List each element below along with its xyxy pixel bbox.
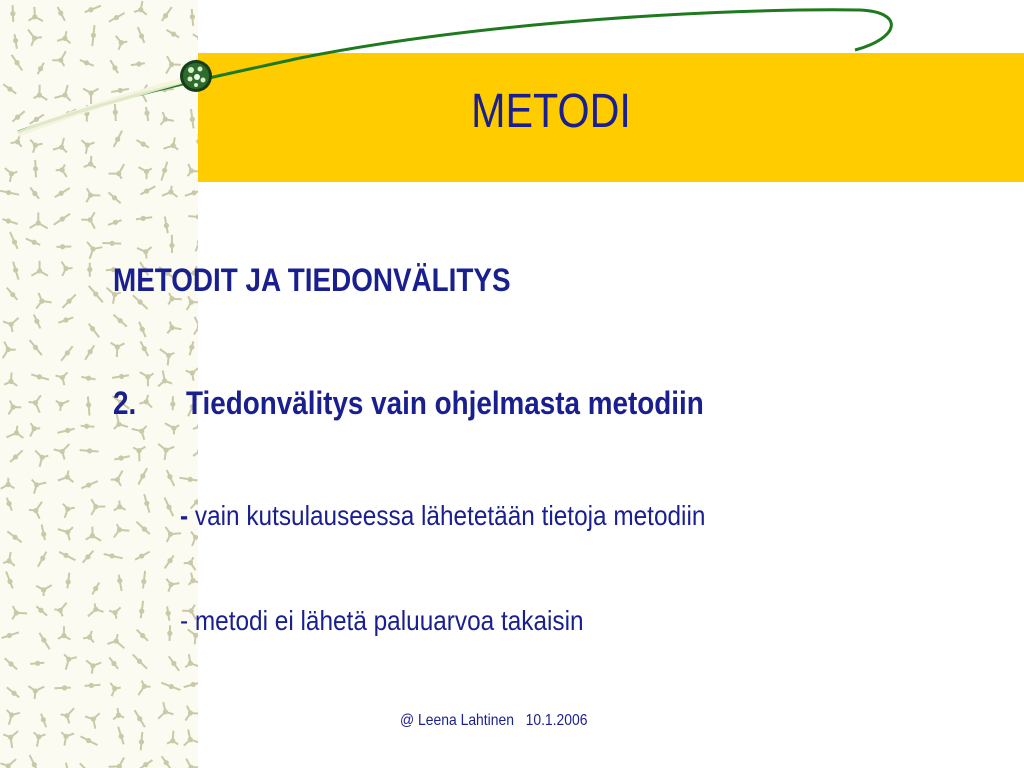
subpoint-1: [180, 500, 705, 532]
subpoint-1-dash: -: [180, 500, 189, 531]
subpoint-1-text: vain kutsulauseessa lähetetään tietoja metodiin: [188, 500, 706, 531]
subpoint-2: [180, 605, 584, 637]
subpoint-2-text: metodi ei lähetä paluuarvoa takaisin: [188, 605, 584, 636]
subpoint-2-dash: -: [180, 605, 189, 636]
point-text: Tiedonvälitys vain ohjelmasta metodiin: [186, 385, 704, 421]
slide-title: METODI: [471, 85, 631, 138]
slide-heading: METODIT JA TIEDONVÄLITYS: [113, 262, 511, 298]
point-number: 2.: [113, 385, 137, 421]
slide-footer: @ Leena Lahtinen 10.1.2006: [400, 712, 588, 729]
